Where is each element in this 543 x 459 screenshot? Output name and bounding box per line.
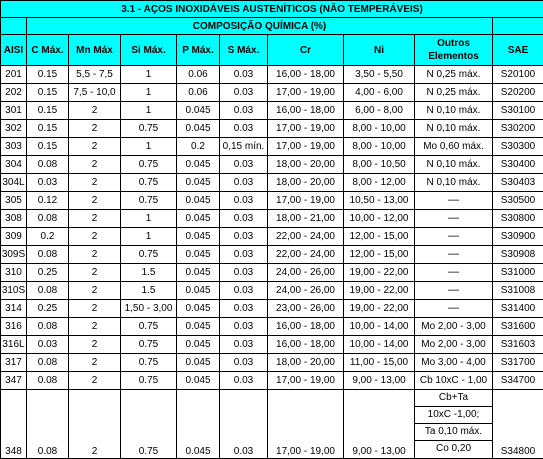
cell-si-max: 0.75 (121, 336, 177, 354)
cell-outros-elementos: — (415, 228, 493, 246)
composition-header: COMPOSIÇÃO QUÍMICA (%) (27, 18, 493, 35)
cell-p-max: 0.045 (177, 246, 220, 264)
cell-p-max: 0.045 (177, 228, 220, 246)
cell-s-max: 0,15 mín. (220, 138, 268, 156)
table-row (1, 102, 543, 120)
cell-sae: S31400 (493, 300, 543, 318)
cell-sae: S34800 (493, 390, 543, 459)
table-title: 3.1 - AÇOS INOXIDÁVEIS AUSTENÍTICOS (NÃO TEMPERÁVEIS) (1, 1, 543, 18)
cell-outros-elementos: — (415, 192, 493, 210)
cell-mn-max: 2 (69, 300, 121, 318)
cell-aisi: 347 (1, 372, 27, 390)
outros-stack (415, 390, 492, 457)
cell-outros-elementos: N 0,25 máx. (415, 84, 493, 102)
cell-p-max: 0.045 (177, 390, 220, 459)
cell-ni: 9,00 - 13,00 (344, 390, 415, 459)
cell-outros-elementos (415, 390, 493, 459)
table-row (1, 174, 543, 192)
cell-ni: 8,00 - 10,00 (344, 120, 415, 138)
cell-p-max: 0.045 (177, 264, 220, 282)
cell-aisi: 305 (1, 192, 27, 210)
cell-c-max: 0.08 (27, 156, 69, 174)
table-row (1, 372, 543, 390)
cell-cr: 16,00 - 18,00 (268, 66, 344, 84)
cell-si-max: 1 (121, 102, 177, 120)
cell-sae: S30100 (493, 102, 543, 120)
cell-c-max: 0.25 (27, 300, 69, 318)
table-row (1, 156, 543, 174)
cell-p-max: 0.045 (177, 354, 220, 372)
cell-s-max: 0.03 (220, 102, 268, 120)
corner-spacer (493, 18, 543, 35)
table-row (1, 318, 543, 336)
cell-aisi: 310S (1, 282, 27, 300)
cell-outros-elementos: Mo 2,00 - 3,00 (415, 336, 493, 354)
cell-p-max: 0.045 (177, 372, 220, 390)
cell-outros-elementos: N 0,10 máx. (415, 102, 493, 120)
cell-si-max: 1.5 (121, 264, 177, 282)
cell-si-max: 0.75 (121, 120, 177, 138)
cell-aisi: 304 (1, 156, 27, 174)
cell-p-max: 0.045 (177, 300, 220, 318)
cell-p-max: 0.045 (177, 318, 220, 336)
cell-mn-max: 2 (69, 264, 121, 282)
cell-cr: 17,00 - 19,00 (268, 372, 344, 390)
cell-outros-elementos: — (415, 264, 493, 282)
cell-si-max: 0.75 (121, 192, 177, 210)
cell-cr: 18,00 - 20,00 (268, 174, 344, 192)
cell-p-max: 0.045 (177, 192, 220, 210)
cell-sae: S30500 (493, 192, 543, 210)
cell-si-max: 0.75 (121, 246, 177, 264)
cell-cr: 23,00 - 26,00 (268, 300, 344, 318)
cell-outros-elementos: — (415, 210, 493, 228)
table-row (1, 336, 543, 354)
outros-line: Ta 0,10 máx. (415, 423, 492, 440)
cell-ni: 19,00 - 22,00 (344, 300, 415, 318)
cell-mn-max: 2 (69, 354, 121, 372)
cell-sae: S31008 (493, 282, 543, 300)
cell-si-max: 0.75 (121, 174, 177, 192)
table-row (1, 354, 543, 372)
cell-sae: S31000 (493, 264, 543, 282)
cell-sae: S30800 (493, 210, 543, 228)
cell-s-max: 0.03 (220, 192, 268, 210)
cell-c-max: 0.08 (27, 246, 69, 264)
cell-si-max: 1 (121, 228, 177, 246)
table-row (1, 138, 543, 156)
cell-aisi: 301 (1, 102, 27, 120)
cell-outros-elementos: Mo 2,00 - 3,00 (415, 318, 493, 336)
cell-outros-elementos: — (415, 282, 493, 300)
table-row (1, 66, 543, 84)
cell-s-max: 0.03 (220, 318, 268, 336)
cell-cr: 18,00 - 21,00 (268, 210, 344, 228)
cell-si-max: 0.75 (121, 318, 177, 336)
column-header-sae: SAE (493, 35, 543, 66)
cell-mn-max: 2 (69, 318, 121, 336)
outros-line: 10xC -1,00; (415, 406, 492, 423)
cell-p-max: 0.06 (177, 66, 220, 84)
cell-aisi: 202 (1, 84, 27, 102)
column-header-c-max: C Máx. (27, 35, 69, 66)
cell-outros-elementos: N 0,25 máx. (415, 66, 493, 84)
cell-sae: S30403 (493, 174, 543, 192)
cell-ni: 10,50 - 13,00 (344, 192, 415, 210)
cell-sae: S30400 (493, 156, 543, 174)
cell-p-max: 0.045 (177, 102, 220, 120)
cell-mn-max: 2 (69, 138, 121, 156)
cell-aisi: 316 (1, 318, 27, 336)
cell-sae: S20200 (493, 84, 543, 102)
cell-s-max: 0.03 (220, 336, 268, 354)
cell-mn-max: 5,5 - 7,5 (69, 66, 121, 84)
cell-si-max: 1,50 - 3,00 (121, 300, 177, 318)
cell-sae: S31600 (493, 318, 543, 336)
cell-mn-max: 2 (69, 372, 121, 390)
cell-s-max: 0.03 (220, 372, 268, 390)
cell-aisi: 317 (1, 354, 27, 372)
column-header-aisi: AISI (1, 35, 27, 66)
column-header-s-max: S Máx. (220, 35, 268, 66)
cell-s-max: 0.03 (220, 354, 268, 372)
cell-aisi: 201 (1, 66, 27, 84)
cell-ni: 8,00 - 12,00 (344, 174, 415, 192)
cell-cr: 17,00 - 19,00 (268, 120, 344, 138)
cell-si-max: 0.75 (121, 354, 177, 372)
table-row (1, 210, 543, 228)
cell-sae: S30200 (493, 120, 543, 138)
table-row (1, 390, 543, 459)
cell-c-max: 0.08 (27, 372, 69, 390)
cell-aisi: 316L (1, 336, 27, 354)
cell-s-max: 0.03 (220, 228, 268, 246)
cell-mn-max: 2 (69, 156, 121, 174)
cell-s-max: 0.03 (220, 390, 268, 459)
cell-sae: S34700 (493, 372, 543, 390)
cell-p-max: 0.045 (177, 210, 220, 228)
table-row (1, 228, 543, 246)
cell-si-max: 1.5 (121, 282, 177, 300)
cell-outros-elementos: — (415, 300, 493, 318)
column-header-si-max: Si Máx. (121, 35, 177, 66)
column-header-mn-max: Mn Máx (69, 35, 121, 66)
cell-sae: S20100 (493, 66, 543, 84)
cell-p-max: 0.045 (177, 336, 220, 354)
column-header-outros-elementos: Outros Elementos (415, 35, 493, 66)
cell-p-max: 0.045 (177, 120, 220, 138)
cell-cr: 24,00 - 26,00 (268, 282, 344, 300)
cell-ni: 11,00 - 15,00 (344, 354, 415, 372)
cell-sae: S30908 (493, 246, 543, 264)
cell-s-max: 0.03 (220, 84, 268, 102)
cell-p-max: 0.045 (177, 174, 220, 192)
cell-aisi: 309S (1, 246, 27, 264)
cell-c-max: 0.25 (27, 264, 69, 282)
cell-c-max: 0.12 (27, 192, 69, 210)
cell-mn-max: 2 (69, 228, 121, 246)
cell-si-max: 1 (121, 138, 177, 156)
cell-sae: S31700 (493, 354, 543, 372)
cell-ni: 3,50 - 5,50 (344, 66, 415, 84)
cell-si-max: 0.75 (121, 390, 177, 459)
cell-ni: 10,00 - 14,00 (344, 318, 415, 336)
cell-c-max: 0.03 (27, 336, 69, 354)
cell-mn-max: 2 (69, 246, 121, 264)
cell-aisi: 302 (1, 120, 27, 138)
cell-ni: 12,00 - 15,00 (344, 246, 415, 264)
cell-cr: 17,00 - 19,00 (268, 84, 344, 102)
cell-cr: 17,00 - 19,00 (268, 138, 344, 156)
cell-s-max: 0.03 (220, 120, 268, 138)
cell-aisi: 303 (1, 138, 27, 156)
cell-aisi: 309 (1, 228, 27, 246)
cell-outros-elementos: Mo 3,00 - 4,00 (415, 354, 493, 372)
cell-cr: 17,00 - 19,00 (268, 390, 344, 459)
cell-c-max: 0.2 (27, 228, 69, 246)
cell-c-max: 0.15 (27, 102, 69, 120)
cell-sae: S30900 (493, 228, 543, 246)
cell-cr: 24,00 - 26,00 (268, 264, 344, 282)
cell-p-max: 0.045 (177, 156, 220, 174)
cell-mn-max: 2 (69, 102, 121, 120)
cell-cr: 16,00 - 18,00 (268, 318, 344, 336)
cell-ni: 19,00 - 22,00 (344, 264, 415, 282)
cell-s-max: 0.03 (220, 210, 268, 228)
outros-line: Co 0,20 (415, 440, 492, 457)
cell-mn-max: 2 (69, 192, 121, 210)
cell-ni: 12,00 - 15,00 (344, 228, 415, 246)
cell-s-max: 0.03 (220, 300, 268, 318)
cell-aisi: 348 (1, 390, 27, 459)
cell-outros-elementos: Mo 0,60 máx. (415, 138, 493, 156)
cell-s-max: 0.03 (220, 282, 268, 300)
table-row (1, 84, 543, 102)
cell-s-max: 0.03 (220, 156, 268, 174)
cell-c-max: 0.08 (27, 318, 69, 336)
cell-s-max: 0.03 (220, 174, 268, 192)
cell-s-max: 0.03 (220, 264, 268, 282)
cell-cr: 16,00 - 18,00 (268, 102, 344, 120)
cell-ni: 9,00 - 13,00 (344, 372, 415, 390)
cell-mn-max: 2 (69, 336, 121, 354)
cell-outros-elementos: Cb 10xC - 1,00 (415, 372, 493, 390)
cell-mn-max: 7,5 - 10,0 (69, 84, 121, 102)
cell-outros-elementos: N 0,10 máx. (415, 174, 493, 192)
cell-s-max: 0.03 (220, 246, 268, 264)
cell-aisi: 310 (1, 264, 27, 282)
table-row (1, 246, 543, 264)
table-row (1, 192, 543, 210)
table-row (1, 282, 543, 300)
cell-aisi: 304L (1, 174, 27, 192)
cell-c-max: 0.08 (27, 354, 69, 372)
cell-mn-max: 2 (69, 174, 121, 192)
cell-mn-max: 2 (69, 120, 121, 138)
cell-ni: 10,00 - 14,00 (344, 336, 415, 354)
cell-outros-elementos: — (415, 246, 493, 264)
cell-s-max: 0.03 (220, 66, 268, 84)
table-row (1, 120, 543, 138)
cell-c-max: 0.15 (27, 138, 69, 156)
cell-cr: 18,00 - 20,00 (268, 354, 344, 372)
cell-c-max: 0.08 (27, 210, 69, 228)
cell-cr: 16,00 - 18,00 (268, 336, 344, 354)
cell-p-max: 0.045 (177, 282, 220, 300)
cell-aisi: 308 (1, 210, 27, 228)
cell-c-max: 0.08 (27, 390, 69, 459)
cell-sae: S31603 (493, 336, 543, 354)
cell-cr: 22,00 - 24,00 (268, 246, 344, 264)
cell-outros-elementos: N 0,10 máx. (415, 156, 493, 174)
column-header-row (1, 35, 543, 66)
table-body (1, 66, 543, 459)
cell-c-max: 0.15 (27, 66, 69, 84)
cell-c-max: 0.15 (27, 120, 69, 138)
cell-ni: 8,00 - 10,00 (344, 138, 415, 156)
cell-ni: 6,00 - 8,00 (344, 102, 415, 120)
cell-si-max: 1 (121, 210, 177, 228)
cell-c-max: 0.08 (27, 282, 69, 300)
cell-outros-elementos: N 0,10 máx. (415, 120, 493, 138)
cell-ni: 4,00 - 6,00 (344, 84, 415, 102)
cell-mn-max: 2 (69, 210, 121, 228)
column-header-p-max: P Máx. (177, 35, 220, 66)
cell-c-max: 0.03 (27, 174, 69, 192)
cell-p-max: 0.2 (177, 138, 220, 156)
cell-cr: 18,00 - 20,00 (268, 156, 344, 174)
column-header-ni: Ni (344, 35, 415, 66)
cell-ni: 10,00 - 12,00 (344, 210, 415, 228)
cell-cr: 17,00 - 19,00 (268, 192, 344, 210)
cell-sae: S30300 (493, 138, 543, 156)
cell-p-max: 0.06 (177, 84, 220, 102)
cell-c-max: 0.15 (27, 84, 69, 102)
cell-aisi: 314 (1, 300, 27, 318)
table-row (1, 264, 543, 282)
table-row (1, 300, 543, 318)
column-header-cr: Cr (268, 35, 344, 66)
cell-si-max: 1 (121, 84, 177, 102)
cell-mn-max: 2 (69, 282, 121, 300)
cell-ni: 19,00 - 22,00 (344, 282, 415, 300)
cell-ni: 8,00 - 10,50 (344, 156, 415, 174)
outros-line: Cb+Ta (415, 390, 492, 406)
cell-si-max: 1 (121, 66, 177, 84)
cell-mn-max: 2 (69, 390, 121, 459)
cell-si-max: 0.75 (121, 372, 177, 390)
cell-si-max: 0.75 (121, 156, 177, 174)
corner-spacer (1, 18, 27, 35)
cell-cr: 22,00 - 24,00 (268, 228, 344, 246)
